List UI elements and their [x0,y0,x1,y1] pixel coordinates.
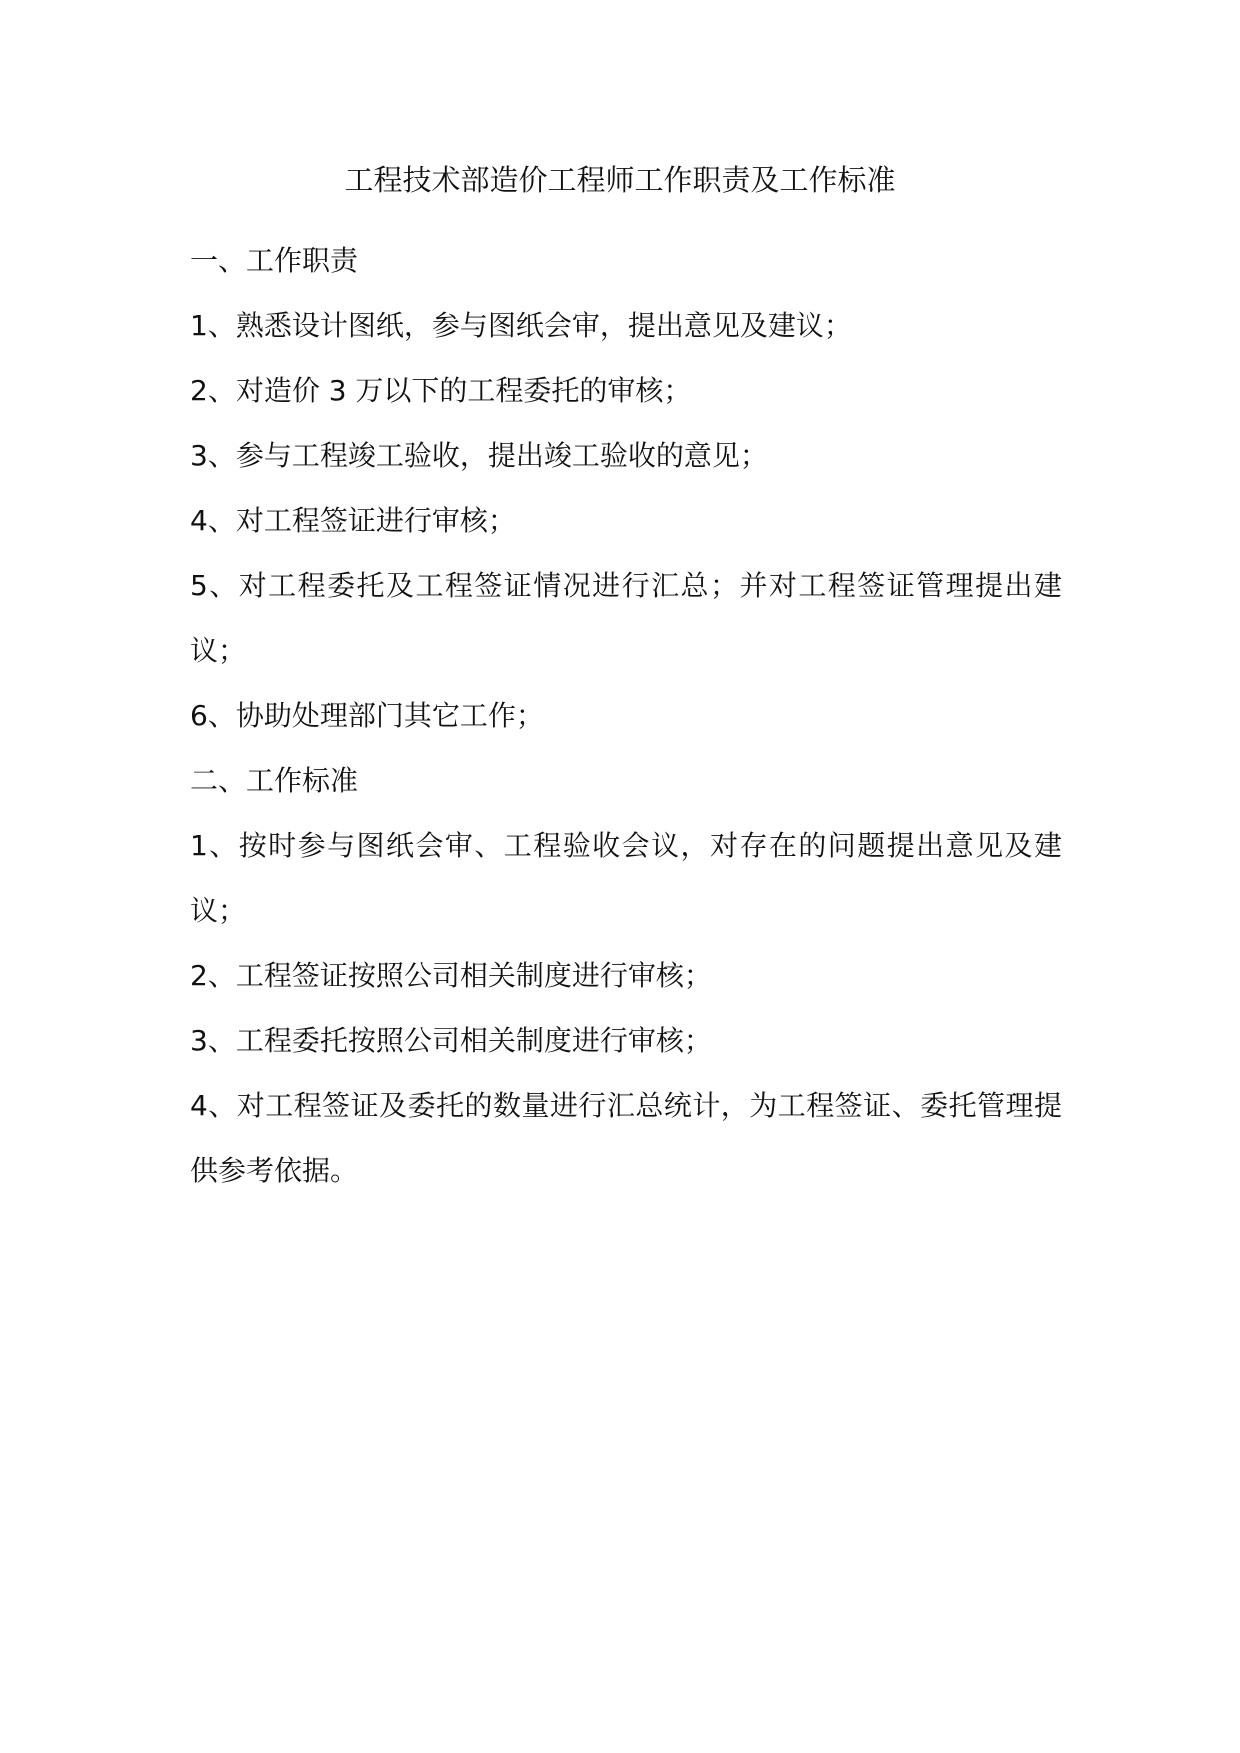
duty-item-5: 5、对工程委托及工程签证情况进行汇总；并对工程签证管理提出建议； [190,569,1062,667]
duty-item-4: 4、对工程签证进行审核； [190,504,516,537]
standard-item-4: 4、对工程签证及委托的数量进行汇总统计，为工程签证、委托管理提供参考依据。 [190,1089,1062,1187]
duty-item-1: 1、熟悉设计图纸，参与图纸会审，提出意见及建议； [190,309,852,342]
standard-item-3: 3、工程委托按照公司相关制度进行审核； [190,1024,712,1057]
section-heading-duties: 一、工作职责 [190,244,359,277]
document-title: 工程技术部造价工程师工作职责及工作标准 [344,163,896,197]
duty-item-3: 3、参与工程竣工验收，提出竣工验收的意见； [190,439,768,472]
standard-item-2: 2、工程签证按照公司相关制度进行审核； [190,959,712,992]
document-body [190,228,1062,1203]
duty-item-6: 6、协助处理部门其它工作； [190,699,544,732]
section-heading-standards: 二、工作标准 [190,764,359,797]
duty-item-2: 2、对造价 3 万以下的工程委托的审核； [190,374,692,407]
standard-item-1: 1、按时参与图纸会审、工程验收会议，对存在的问题提出意见及建议； [190,829,1062,927]
